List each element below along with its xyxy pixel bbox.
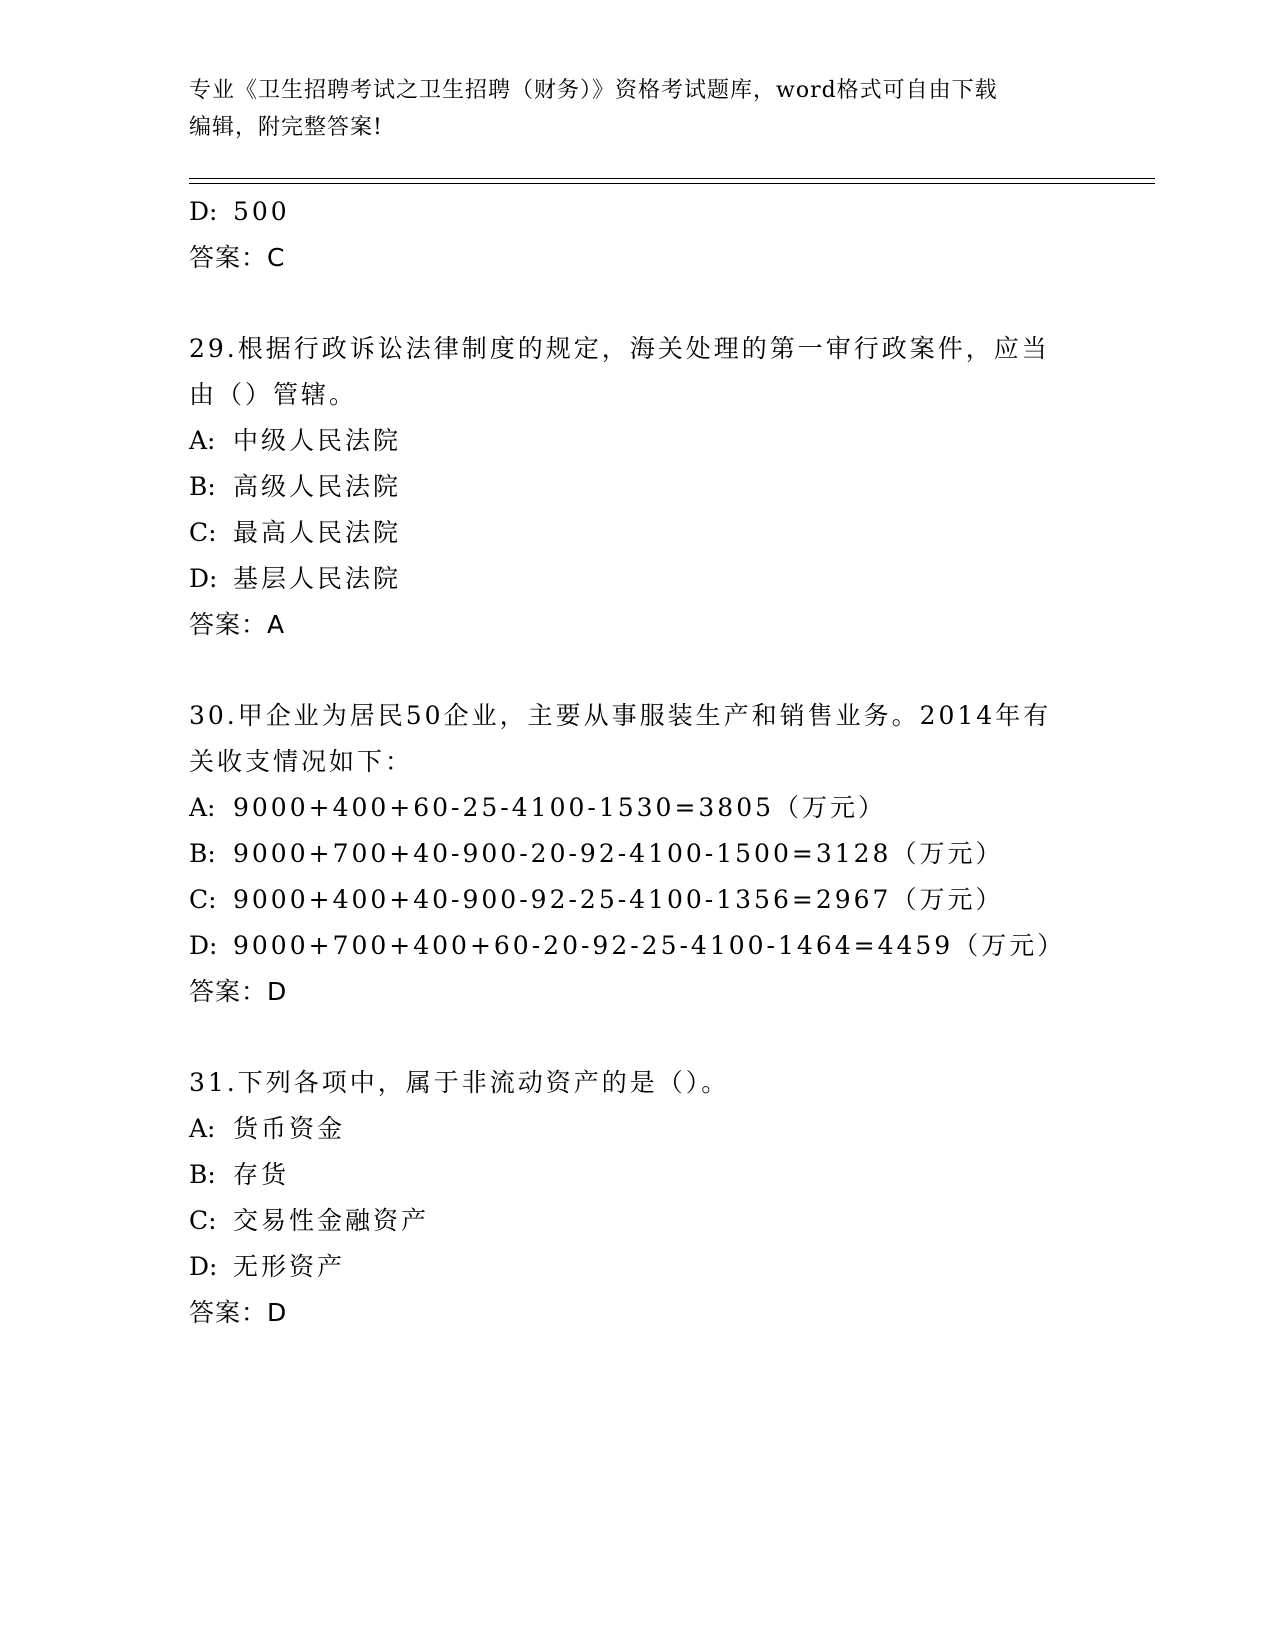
option-row	[189, 923, 1089, 969]
option-text: 最高人民法院	[233, 518, 402, 547]
header-line-2: 编辑，附完整答案!	[189, 115, 383, 140]
option-text: 9000+700+400+60-20-92-25-4100-1464=4459（万元）	[233, 931, 1066, 960]
option-text: 9000+400+60-25-4100-1530=3805（万元）	[233, 793, 887, 822]
option-label: C:	[189, 1206, 217, 1235]
option-text: 存货	[233, 1160, 290, 1189]
option-label: A:	[189, 1114, 216, 1143]
option-label: D:	[189, 564, 218, 593]
option-text: 高级人民法院	[233, 472, 402, 501]
spacer	[189, 281, 1089, 326]
header-divider-bottom	[189, 183, 1155, 184]
option-text: 500	[233, 197, 290, 226]
option-text: 9000+400+40-900-92-25-4100-1356=2967（万元）	[233, 885, 1004, 914]
option-label: C:	[189, 885, 217, 914]
answer-line: 答案：D	[189, 977, 288, 1006]
option-text: 无形资产	[233, 1252, 346, 1281]
question-stem: 31.下列各项中，属于非流动资产的是（）。	[189, 1068, 730, 1097]
option-row	[189, 189, 1089, 235]
option-row	[189, 1244, 1089, 1290]
header-divider-top	[189, 178, 1155, 179]
option-row	[189, 1106, 1089, 1152]
option-text: 中级人民法院	[233, 426, 402, 455]
option-row	[189, 464, 1089, 510]
option-row	[189, 556, 1089, 602]
option-label: D:	[189, 931, 218, 960]
option-row	[189, 1198, 1089, 1244]
answer-line: 答案：C	[189, 243, 286, 272]
option-label: B:	[189, 839, 216, 868]
option-text: 货币资金	[233, 1114, 346, 1143]
question-stem: 29.根据行政诉讼法律制度的规定，海关处理的第一审行政案件，应当	[189, 334, 1050, 363]
option-row	[189, 877, 1089, 923]
question-stem-continued: 由（）管辖。	[189, 380, 358, 409]
option-row	[189, 785, 1089, 831]
option-text: 基层人民法院	[233, 564, 402, 593]
option-label: D:	[189, 1252, 218, 1281]
option-text: 9000+700+40-900-20-92-4100-1500=3128（万元）	[233, 839, 1004, 868]
option-label: C:	[189, 518, 217, 547]
spacer	[189, 1015, 1089, 1060]
option-row	[189, 831, 1089, 877]
option-label: B:	[189, 472, 216, 501]
option-label: D:	[189, 197, 218, 226]
spacer	[189, 648, 1089, 693]
answer-line: 答案：D	[189, 1298, 288, 1327]
page-header	[189, 72, 1089, 146]
question-list	[189, 189, 1089, 1336]
option-label: A:	[189, 793, 216, 822]
option-text: 交易性金融资产	[233, 1206, 430, 1235]
option-row	[189, 1152, 1089, 1198]
option-row	[189, 510, 1089, 556]
question-stem: 30.甲企业为居民50企业，主要从事服装生产和销售业务。2014年有	[189, 701, 1052, 730]
header-line-1: 专业《卫生招聘考试之卫生招聘（财务）》资格考试题库，word格式可自由下载	[189, 78, 998, 103]
option-label: A:	[189, 426, 216, 455]
option-row	[189, 418, 1089, 464]
option-label: B:	[189, 1160, 216, 1189]
question-stem-continued: 关收支情况如下：	[189, 747, 414, 776]
answer-line: 答案：A	[189, 610, 286, 639]
